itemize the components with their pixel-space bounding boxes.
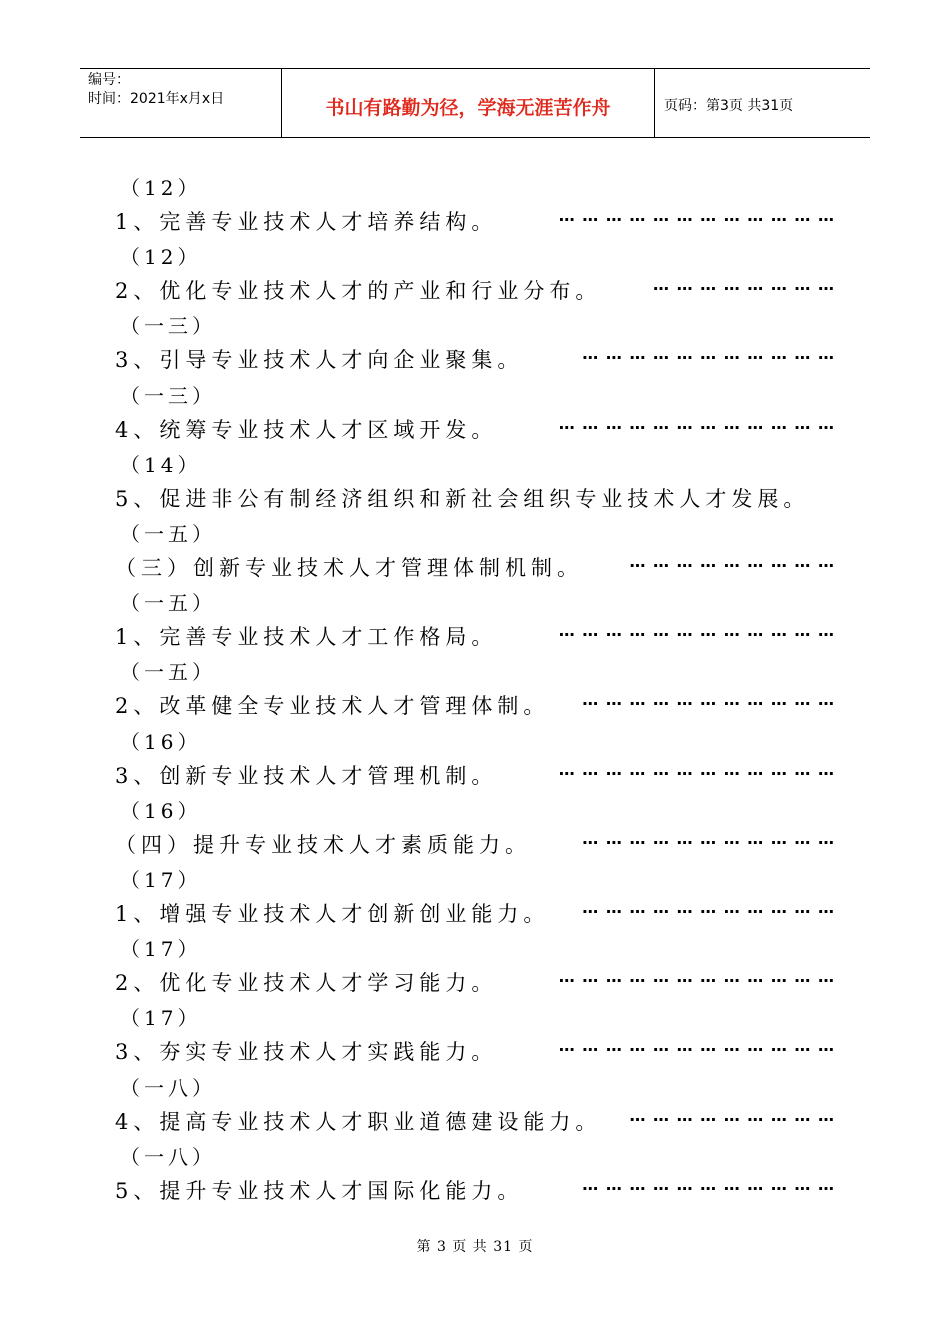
toc-entry-title: 3、创新专业技术人才管理机制。 (115, 763, 498, 788)
toc-page-ref: （12） (120, 176, 202, 200)
toc-entry[interactable] (115, 621, 835, 651)
toc-entry-title: 1、完善专业技术人才工作格局。 (115, 625, 498, 650)
number-label: 编号： (88, 72, 130, 88)
toc-entry[interactable] (115, 1036, 835, 1066)
page-header (80, 68, 870, 138)
toc-entry-title: 2、改革健全专业技术人才管理体制。 (115, 694, 550, 719)
toc-page-ref: （一八） (120, 1144, 216, 1169)
toc-entry-title: 2、优化专业技术人才的产业和行业分布。 (115, 279, 602, 304)
toc-entry[interactable] (115, 1106, 835, 1136)
toc-page-ref: （一五） (120, 660, 216, 685)
toc-leader-dots: … … … … … … … … … (629, 1105, 835, 1125)
toc-entry[interactable] (115, 206, 835, 236)
toc-entry[interactable] (115, 760, 835, 790)
toc-entry[interactable] (115, 1175, 835, 1205)
toc-entry-title: 2、优化专业技术人才学习能力。 (115, 971, 498, 996)
header-meta (88, 71, 224, 109)
toc-entry[interactable] (115, 552, 835, 582)
toc-page-ref: （一三） (120, 314, 216, 339)
toc-page-ref: （12） (120, 245, 202, 270)
toc-page-ref: （16） (120, 798, 202, 823)
toc-entry-title: 3、夯实专业技术人才实践能力。 (115, 1040, 498, 1065)
toc-page-ref: （16） (120, 729, 202, 754)
toc-entry[interactable] (115, 414, 835, 444)
toc-page-ref: （17） (120, 937, 202, 962)
toc-entry-title: 5、提升专业技术人才国际化能力。 (115, 1178, 524, 1203)
toc-leader-dots: … … … … … … … … (653, 275, 835, 295)
toc-entry[interactable] (115, 898, 835, 928)
toc-leader-dots: … … … … … … … … … … … … (558, 759, 835, 779)
toc-entry[interactable] (115, 275, 835, 305)
toc-leader-dots: … … … … … … … … … … … … (558, 413, 835, 433)
toc-leader-dots: … … … … … … … … … … … … (558, 967, 835, 987)
toc-page-ref: （17） (120, 1006, 202, 1031)
toc-page-ref: （一八） (120, 1075, 216, 1100)
toc-entry-title: 4、统筹专业技术人才区域开发。 (115, 417, 498, 442)
toc-entry-title: 1、完善专业技术人才培养结构。 (115, 210, 498, 234)
page-footer: 第 3 页 共 31 页 (416, 1239, 534, 1255)
toc-leader-dots: … … … … … … … … … … … (582, 898, 835, 917)
toc-leader-dots: … … … … … … … … … … … (582, 1174, 835, 1194)
toc-page-ref: （一五） (120, 591, 216, 616)
toc-entry-title: 4、提高专业技术人才职业道德建设能力。 (115, 1109, 602, 1134)
toc-page-ref: （一五） (120, 522, 216, 546)
toc-page-ref: （14） (120, 452, 202, 477)
toc-leader-dots: … … … … … … … … … … … … (558, 206, 835, 225)
toc-leader-dots: … … … … … … … … … … … … (558, 1036, 835, 1056)
toc-leader-dots: … … … … … … … … … … … (582, 344, 835, 364)
header-page-info: 页码：第3页 共31页 (664, 98, 794, 114)
toc-leader-dots: … … … … … … … … … (629, 552, 835, 571)
toc-page-ref: （一三） (120, 383, 216, 408)
toc-leader-dots: … … … … … … … … … … … (582, 828, 835, 848)
toc-entry-title: （三）创新专业技术人才管理体制机制。 (115, 556, 583, 580)
toc-entry-title: 1、增强专业技术人才创新创业能力。 (115, 902, 550, 926)
toc-entry-title: 3、引导专业技术人才向企业聚集。 (115, 348, 524, 373)
toc-page-ref: （17） (120, 868, 202, 892)
toc-entry-title: 5、促进非公有制经济组织和新社会组织专业技术人才发展。 (115, 486, 810, 511)
toc-leader-dots: … … … … … … … … … … … … (558, 621, 835, 641)
toc-entry[interactable] (115, 690, 835, 720)
toc-entry[interactable] (115, 344, 835, 374)
date-label: 时间：2021年x月x日 (88, 91, 225, 107)
header-motto: 书山有路勤为径，学海无涯苦作舟 (325, 97, 611, 119)
toc-entry-title: （四）提升专业技术人才素质能力。 (115, 832, 531, 857)
header-divider (654, 69, 655, 137)
toc-leader-dots: … … … … … … … … … … … (582, 690, 835, 710)
toc-entry[interactable] (115, 483, 835, 513)
toc-entry[interactable] (115, 829, 835, 859)
toc-entry[interactable] (115, 967, 835, 997)
